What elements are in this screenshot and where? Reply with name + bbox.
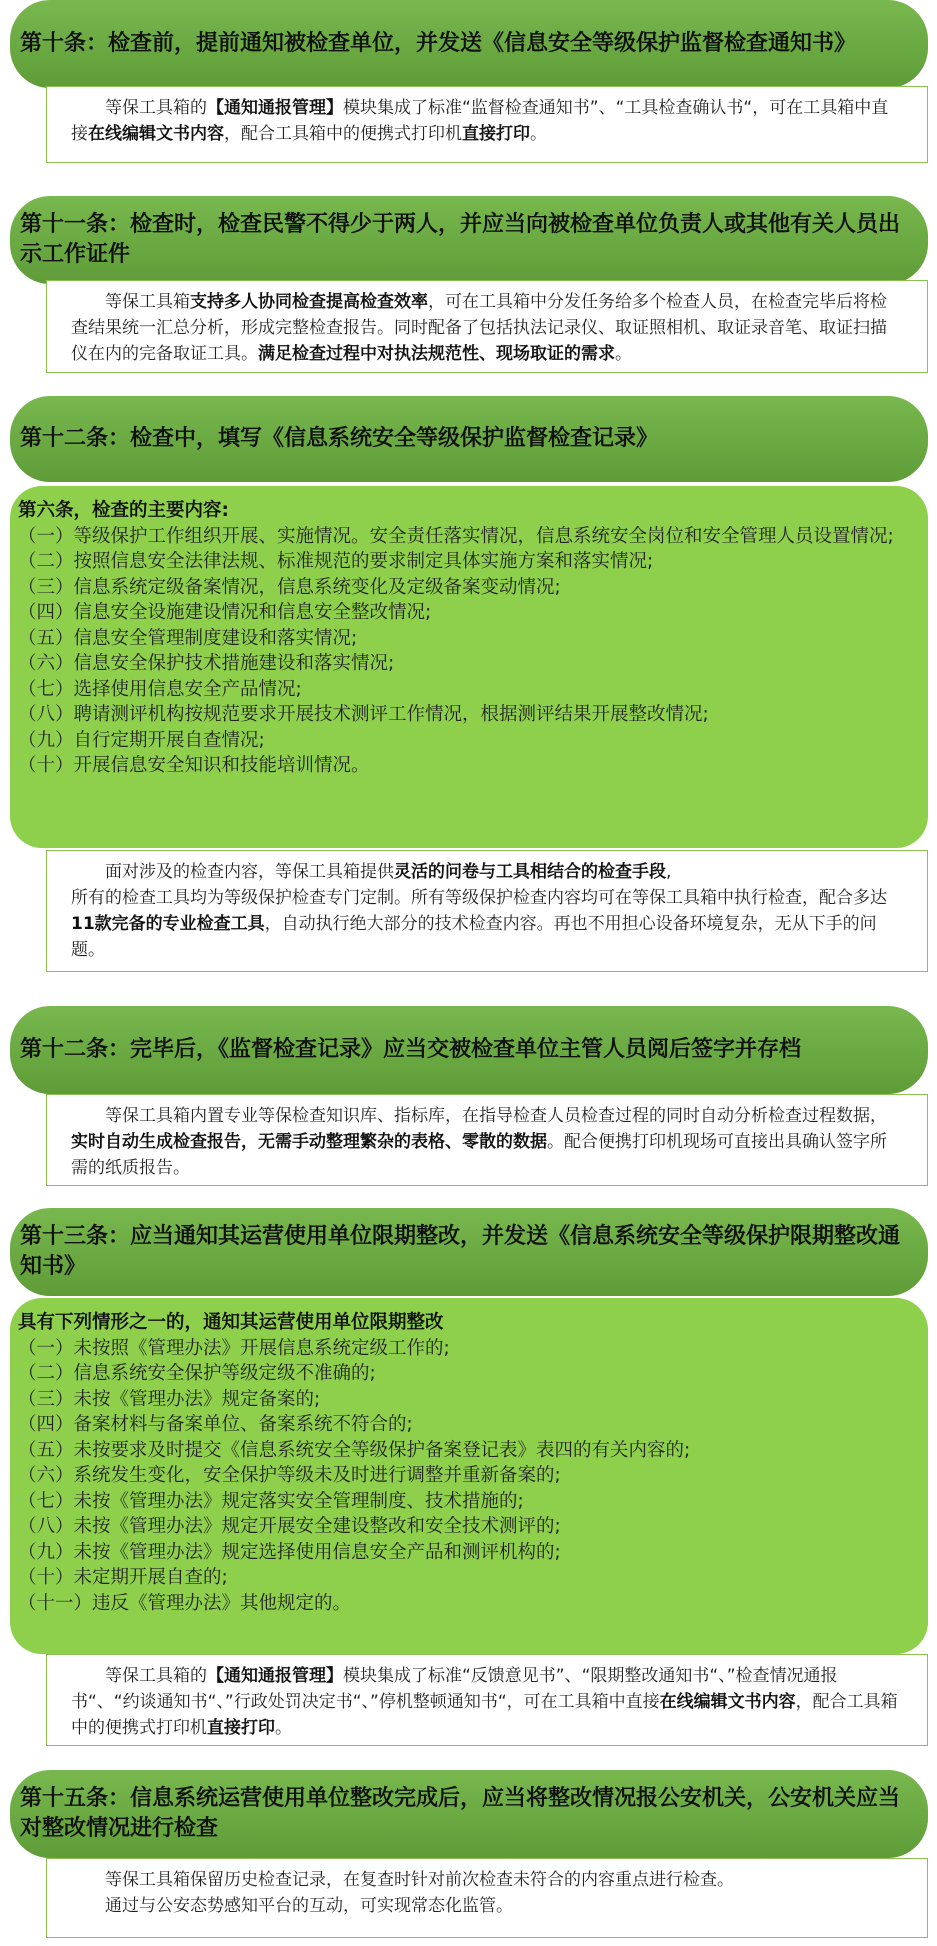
section-13-item-6: （六）系统发生变化，安全保护等级未及时进行调整并重新备案的;	[18, 1465, 561, 1486]
section-13-item-11: （十一）违反《管理办法》其他规定的。	[18, 1592, 352, 1614]
section-12b-text: 等保工具箱内置专业等保检查知识库、指标库，在指导检查人员检查过程的同时自动分析检查过程数据，实时自动生成检查报告，无需手动整理繁杂的表格、零散的数据。配合便携打印机现场可直接出具确认签字所需的纸质报告。	[71, 1106, 887, 1178]
section-12b-description	[46, 1094, 928, 1186]
section-13-text: 等保工具箱的【通知通报管理】模块集成了标准“反馈意见书”、“限期整改通知书“、”检查情况通报书“、“约谈通知书“、”行政处罚决定书“、”停机整顿通知书“，可在工具箱中直接在线编辑文书内容，配合工具箱中的便携式打印机直接打印。	[71, 1666, 898, 1738]
section-13-item-4: （四）备案材料与备案单位、备案系统不符合的;	[18, 1414, 413, 1435]
section-12-item-2: （二）按照信息安全法律法规、标准规范的要求制定具体实施方案和落实情况;	[18, 551, 654, 572]
section-12-item-9: （九）自行定期开展自查情况;	[18, 729, 265, 751]
section-15-text-2: 通过与公安态势感知平台的互动，可实现常态化监管。	[105, 1896, 513, 1916]
section-11-header	[10, 196, 928, 284]
section-13-item-7: （七）未按《管理办法》规定落实安全管理制度、技术措施的;	[18, 1490, 524, 1512]
section-12-item-5: （五）信息安全管理制度建设和落实情况;	[18, 627, 358, 649]
section-12-title: 第十二条：检查中，填写《信息系统安全等级保护监督检查记录》	[20, 426, 659, 451]
section-12-text-2: 所有的检查工具均为等级保护检查专门定制。所有等级保护检查内容均可在等保工具箱中执行检查，配合多达11款完备的专业检查工具，自动执行绝大部分的技术检查内容。再也不用担心设备环境复杂，无从下手的问题。	[71, 888, 887, 960]
section-12-text-1: 面对涉及的检查内容，等保工具箱提供灵活的问卷与工具相结合的检查手段,	[105, 862, 672, 882]
section-15-description	[46, 1858, 928, 1938]
section-13-header	[10, 1208, 928, 1296]
section-13-item-9: （九）未按《管理办法》规定选择使用信息安全产品和测评机构的;	[18, 1541, 561, 1563]
section-13-item-3: （三）未按《管理办法》规定备案的;	[18, 1388, 321, 1410]
section-12-item-3: （三）信息系统定级备案情况，信息系统变化及定级备案变动情况;	[18, 576, 561, 598]
section-11-title: 第十一条：检查时，检查民警不得少于两人，并应当向被检查单位负责人或其他有关人员出示工作证件	[20, 212, 901, 267]
section-12-item-6: （六）信息安全保护技术措施建设和落实情况;	[18, 653, 395, 674]
section-13-description	[46, 1654, 928, 1746]
section-10-text: 等保工具箱的【通知通报管理】模块集成了标准“监督检查通知书”、“工具检查确认书“，可在工具箱中直接在线编辑文书内容，配合工具箱中的便携式打印机直接打印。	[71, 98, 889, 144]
section-12-item-4: （四）信息安全设施建设情况和信息安全整改情况;	[18, 602, 432, 623]
section-11-text: 等保工具箱支持多人协同检查提高检查效率，可在工具箱中分发任务给多个检查人员，在检查完毕后将检查结果统一汇总分析，形成完整检查报告。同时配备了包括执法记录仪、取证照相机、取证录音笔、取证扫描仪在内的完备取证工具。满足检查过程中对执法规范性、现场取证的需求。	[71, 292, 887, 364]
section-10-header	[10, 0, 928, 88]
section-13-content-panel	[10, 1298, 928, 1654]
section-12-content-panel	[10, 486, 928, 848]
section-12-description	[46, 850, 928, 972]
section-13-item-2: （二）信息系统安全保护等级定级不准确的;	[18, 1363, 376, 1384]
section-15-title: 第十五条：信息系统运营使用单位整改完成后，应当将整改情况报公安机关，公安机关应当对整改情况进行检查	[20, 1786, 901, 1841]
section-12-panel-title: 第六条，检查的主要内容:	[18, 500, 229, 521]
section-12-item-10: （十）开展信息安全知识和技能培训情况。	[18, 755, 370, 776]
section-13-panel-title: 具有下列情形之一的，通知其运营使用单位限期整改	[18, 1312, 444, 1333]
section-10-description	[46, 86, 928, 163]
section-12-item-1: （一）等级保护工作组织开展、实施情况。安全责任落实情况，信息系统安全岗位和安全管理人员设置情况;	[18, 525, 894, 547]
section-10-title: 第十条：检查前，提前通知被检查单位，并发送《信息安全等级保护监督检查通知书》	[20, 31, 857, 56]
section-12b-title: 第十二条：完毕后，《监督检查记录》应当交被检查单位主管人员阅后签字并存档	[20, 1037, 802, 1062]
section-15-header	[10, 1770, 928, 1858]
section-12-item-8: （八）聘请测评机构按规范要求开展技术测评工作情况，根据测评结果开展整改情况;	[18, 704, 709, 725]
section-13-title: 第十三条：应当通知其运营使用单位限期整改，并发送《信息系统安全等级保护限期整改通知书》	[20, 1224, 901, 1279]
section-13-item-1: （一）未按照《管理办法》开展信息系统定级工作的;	[18, 1337, 450, 1359]
section-13-item-8: （八）未按《管理办法》规定开展安全建设整改和安全技术测评的;	[18, 1516, 561, 1537]
section-12-header	[10, 396, 928, 482]
section-15-text-1: 等保工具箱保留历史检查记录，在复查时针对前次检查未符合的内容重点进行检查。	[105, 1870, 734, 1890]
section-13-item-10: （十）未定期开展自查的;	[18, 1567, 228, 1588]
section-12-item-7: （七）选择使用信息安全产品情况;	[18, 678, 302, 700]
section-11-description	[46, 280, 928, 373]
section-12b-header	[10, 1006, 928, 1094]
section-13-item-5: （五）未按要求及时提交《信息系统安全等级保护备案登记表》表四的有关内容的;	[18, 1439, 691, 1461]
